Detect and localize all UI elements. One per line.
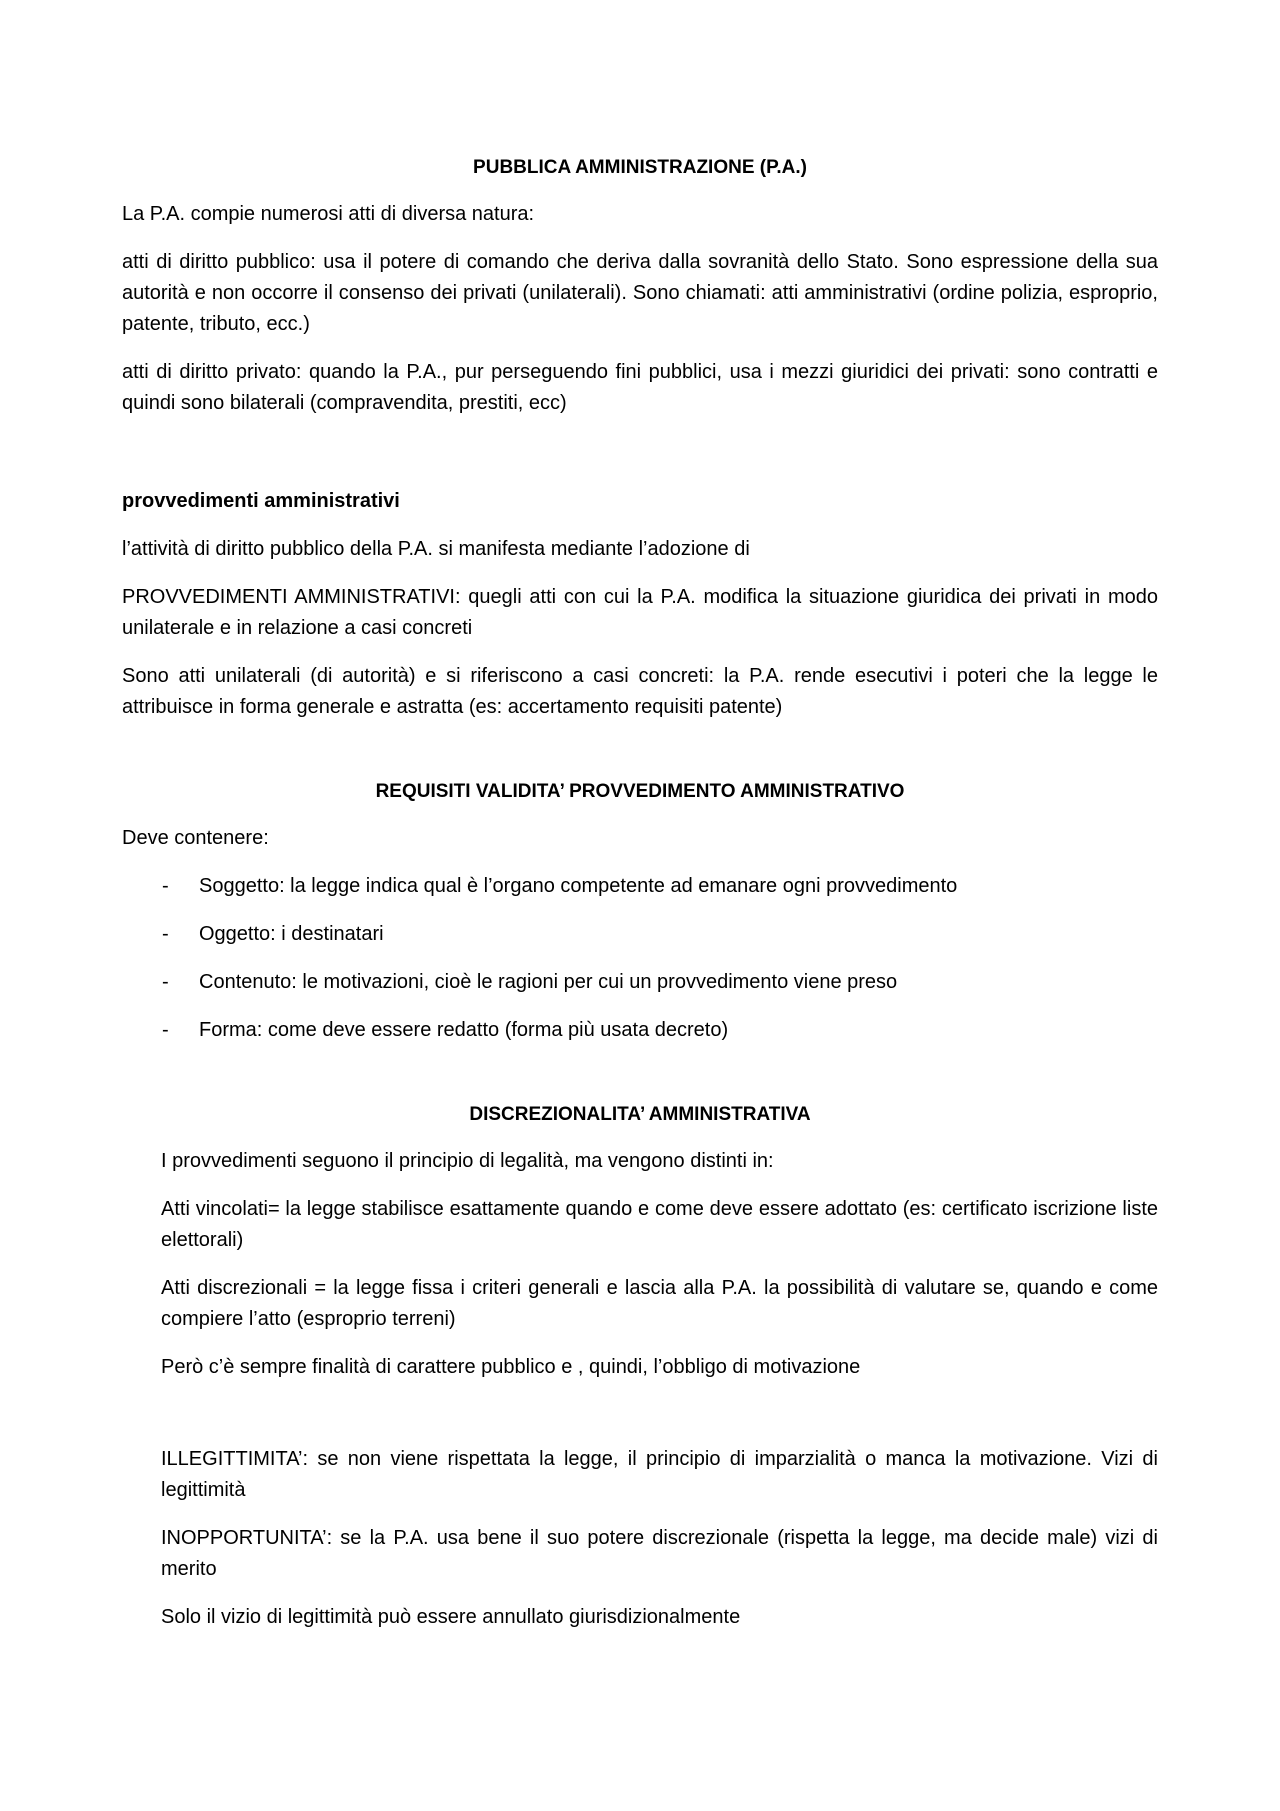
paragraph-provvedimenti-definizione: PROVVEDIMENTI AMMINISTRATIVI: quegli atti con cui la P.A. modifica la situazione giuridica dei privati in modo unilaterale e in relazione a casi concreti: [122, 586, 1158, 639]
list-item: [122, 1015, 1158, 1046]
list-item-text: Oggetto: i destinatari: [199, 923, 384, 945]
list-item: [122, 871, 1158, 902]
bullet-dash: -: [162, 875, 169, 897]
section-title-discrezionalita: DISCREZIONALITA’ AMMINISTRATIVA: [469, 1104, 811, 1125]
list-item-text: Contenuto: le motivazioni, cioè le ragioni per cui un provvedimento viene preso: [199, 971, 898, 993]
list-item: [122, 967, 1158, 998]
spacer: [161, 1400, 1158, 1444]
list-item-text: Forma: come deve essere redatto (forma più usata decreto): [199, 1019, 729, 1041]
list-item: [122, 919, 1158, 950]
paragraph-vizio-legittimita: Solo il vizio di legittimità può essere annullato giurisdizionalmente: [161, 1606, 741, 1628]
paragraph-atti-discrezionali: Atti discrezionali = la legge fissa i criteri generali e lascia alla P.A. la possibilità di valutare se, quando e come compiere l’atto (esproprio terreni): [161, 1277, 1158, 1330]
section-title-pubblica-amministrazione: PUBBLICA AMMINISTRAZIONE (P.A.): [473, 157, 807, 178]
paragraph-finalita-pubblica: Però c’è sempre finalità di carattere pubblico e , quindi, l’obbligo di motivazione: [161, 1356, 861, 1378]
spacer: [122, 436, 1158, 486]
paragraph-principio-legalita: I provvedimenti seguono il principio di legalità, ma vengono distinti in:: [161, 1150, 774, 1172]
requisiti-list: [122, 871, 1158, 1046]
bullet-dash: -: [162, 1019, 169, 1041]
intro-paragraph: La P.A. compie numerosi atti di diversa natura:: [122, 203, 535, 225]
document-body: [122, 152, 1158, 1650]
section-title-requisiti-validita: REQUISITI VALIDITA’ PROVVEDIMENTO AMMINISTRATIVO: [375, 781, 905, 802]
discrezionalita-body: [122, 1146, 1158, 1633]
paragraph-atti-diritto-pubblico: atti di diritto pubblico: usa il potere di comando che deriva dalla sovranità dello Stato. Sono espressione della sua autorità e non occorre il consenso dei privati (unilaterali). Sono chiamati: atti amministrativi (ordine polizia, esproprio, patente, tributo, ecc.): [122, 251, 1158, 335]
paragraph-illegittimita: ILLEGITTIMITA’: se non viene rispettata la legge, il principio di imparzialità o manca la motivazione. Vizi di legittimità: [161, 1448, 1158, 1501]
paragraph-attivita-diritto-pubblico: l’attività di diritto pubblico della P.A. si manifesta mediante l’adozione di: [122, 538, 750, 560]
spacer: [122, 1063, 1158, 1099]
paragraph-deve-contenere: Deve contenere:: [122, 827, 269, 849]
spacer: [122, 740, 1158, 776]
paragraph-atti-unilaterali: Sono atti unilaterali (di autorità) e si riferiscono a casi concreti: la P.A. rende esecutivi i poteri che la legge le attribuisce in forma generale e astratta (es: accertamento requisiti patente): [122, 665, 1158, 718]
bullet-dash: -: [162, 971, 169, 993]
list-item-text: Soggetto: la legge indica qual è l’organo competente ad emanare ogni provvedimento: [199, 875, 958, 897]
paragraph-atti-vincolati: Atti vincolati= la legge stabilisce esattamente quando e come deve essere adottato (es: certificato iscrizione liste elettorali): [161, 1198, 1158, 1251]
paragraph-atti-diritto-privato: atti di diritto privato: quando la P.A., pur perseguendo fini pubblici, usa i mezzi giuridici dei privati: sono contratti e quindi sono bilaterali (compravendita, prestiti, ecc): [122, 361, 1158, 414]
paragraph-inopportunita: INOPPORTUNITA’: se la P.A. usa bene il suo potere discrezionale (rispetta la legge, ma decide male) vizi di merito: [161, 1527, 1158, 1580]
bullet-dash: -: [162, 923, 169, 945]
heading-provvedimenti-amministrativi: provvedimenti amministrativi: [122, 490, 400, 512]
